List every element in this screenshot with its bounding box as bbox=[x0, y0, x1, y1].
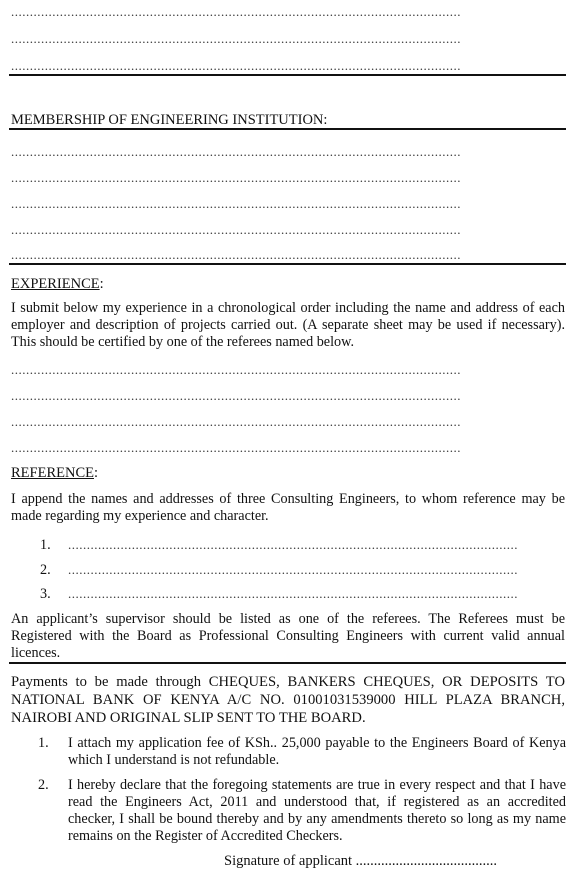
experience-heading-text: EXPERIENCE bbox=[11, 276, 100, 292]
reference-heading-text: REFERENCE bbox=[11, 465, 94, 481]
signature-field[interactable] bbox=[224, 852, 497, 870]
item-number: 1. bbox=[38, 735, 49, 751]
referee-line-1[interactable] bbox=[40, 535, 544, 555]
item-text: I attach my application fee of KSh.. 25,000 payable to the Engineers Board of Kenya which I understand is not refundable. bbox=[68, 735, 566, 768]
dotted-line[interactable]: ........................................................................................................................ bbox=[11, 58, 461, 73]
referee-dots[interactable]: ........................................................................................................................ bbox=[68, 537, 518, 552]
heading-colon: : bbox=[99, 276, 104, 292]
item-number: 2. bbox=[38, 777, 49, 793]
experience-text: I submit below my experience in a chronological order including the name and address of each employer and description of projects carried out. (A separate sheet may be used if necessary). This should be certified by one of the referees named below. bbox=[11, 300, 565, 350]
referee-number: 2. bbox=[40, 562, 51, 578]
dotted-line[interactable]: ........................................................................................................................ bbox=[11, 247, 461, 262]
payment-text: Payments to be made through CHEQUES, BANKERS CHEQUES, OR DEPOSITS TO NATIONAL BANK OF KENYA A/C NO. 01001031539000 HILL PLAZA BRANCH, NAIROBI AND ORIGINAL SLIP SENT TO THE BOARD. bbox=[11, 674, 565, 726]
signature-label: Signature of applicant bbox=[224, 853, 353, 869]
dotted-line[interactable]: ........................................................................................................................ bbox=[11, 196, 461, 211]
item-text: I hereby declare that the foregoing statements are true in every respect and that I have read the Engineers Act, 2011 and understood that, if registered as an accredited checker, I shall be bound thereby and by any amendments thereto so long as my name remains on the Register of Accredited Checkers. bbox=[68, 777, 566, 844]
dotted-line[interactable]: ........................................................................................................................ bbox=[11, 31, 461, 46]
dotted-line[interactable]: ........................................................................................................................ bbox=[11, 4, 461, 19]
heading-colon: : bbox=[93, 465, 99, 481]
dotted-line[interactable]: ........................................................................................................................ bbox=[11, 144, 461, 159]
dotted-line[interactable]: ........................................................................................................................ bbox=[11, 362, 461, 377]
referee-line-2[interactable] bbox=[40, 560, 544, 580]
section-divider bbox=[9, 263, 566, 265]
reference-heading bbox=[11, 464, 98, 482]
referee-line-3[interactable] bbox=[40, 584, 544, 604]
referee-dots[interactable]: ........................................................................................................................ bbox=[68, 586, 518, 601]
declaration-item-2 bbox=[38, 777, 566, 845]
reference-text: I append the names and addresses of three Consulting Engineers, to whom reference may be made regarding my experience and character. bbox=[11, 491, 565, 524]
referee-number: 1. bbox=[40, 537, 51, 553]
declaration-item-1 bbox=[38, 735, 566, 769]
section-divider bbox=[9, 74, 566, 76]
section-divider bbox=[9, 662, 566, 664]
signature-dots[interactable]: ....................................... bbox=[355, 853, 498, 869]
dotted-line[interactable]: ........................................................................................................................ bbox=[11, 170, 461, 185]
dotted-line[interactable]: ........................................................................................................................ bbox=[11, 414, 461, 429]
referee-dots[interactable]: ........................................................................................................................ bbox=[68, 562, 518, 577]
dotted-line[interactable]: ........................................................................................................................ bbox=[11, 388, 461, 403]
referee-note: An applicant’s supervisor should be listed as one of the referees. The Referees must be Registered with the Board as Professional Consulting Engineers with current valid annual licences. bbox=[11, 611, 565, 661]
referee-number: 3. bbox=[40, 586, 51, 602]
dotted-line[interactable]: ........................................................................................................................ bbox=[11, 440, 461, 455]
dotted-line[interactable]: ........................................................................................................................ bbox=[11, 222, 461, 237]
experience-heading bbox=[11, 275, 104, 293]
membership-heading: MEMBERSHIP OF ENGINEERING INSTITUTION: bbox=[11, 112, 328, 128]
section-divider bbox=[9, 128, 566, 130]
